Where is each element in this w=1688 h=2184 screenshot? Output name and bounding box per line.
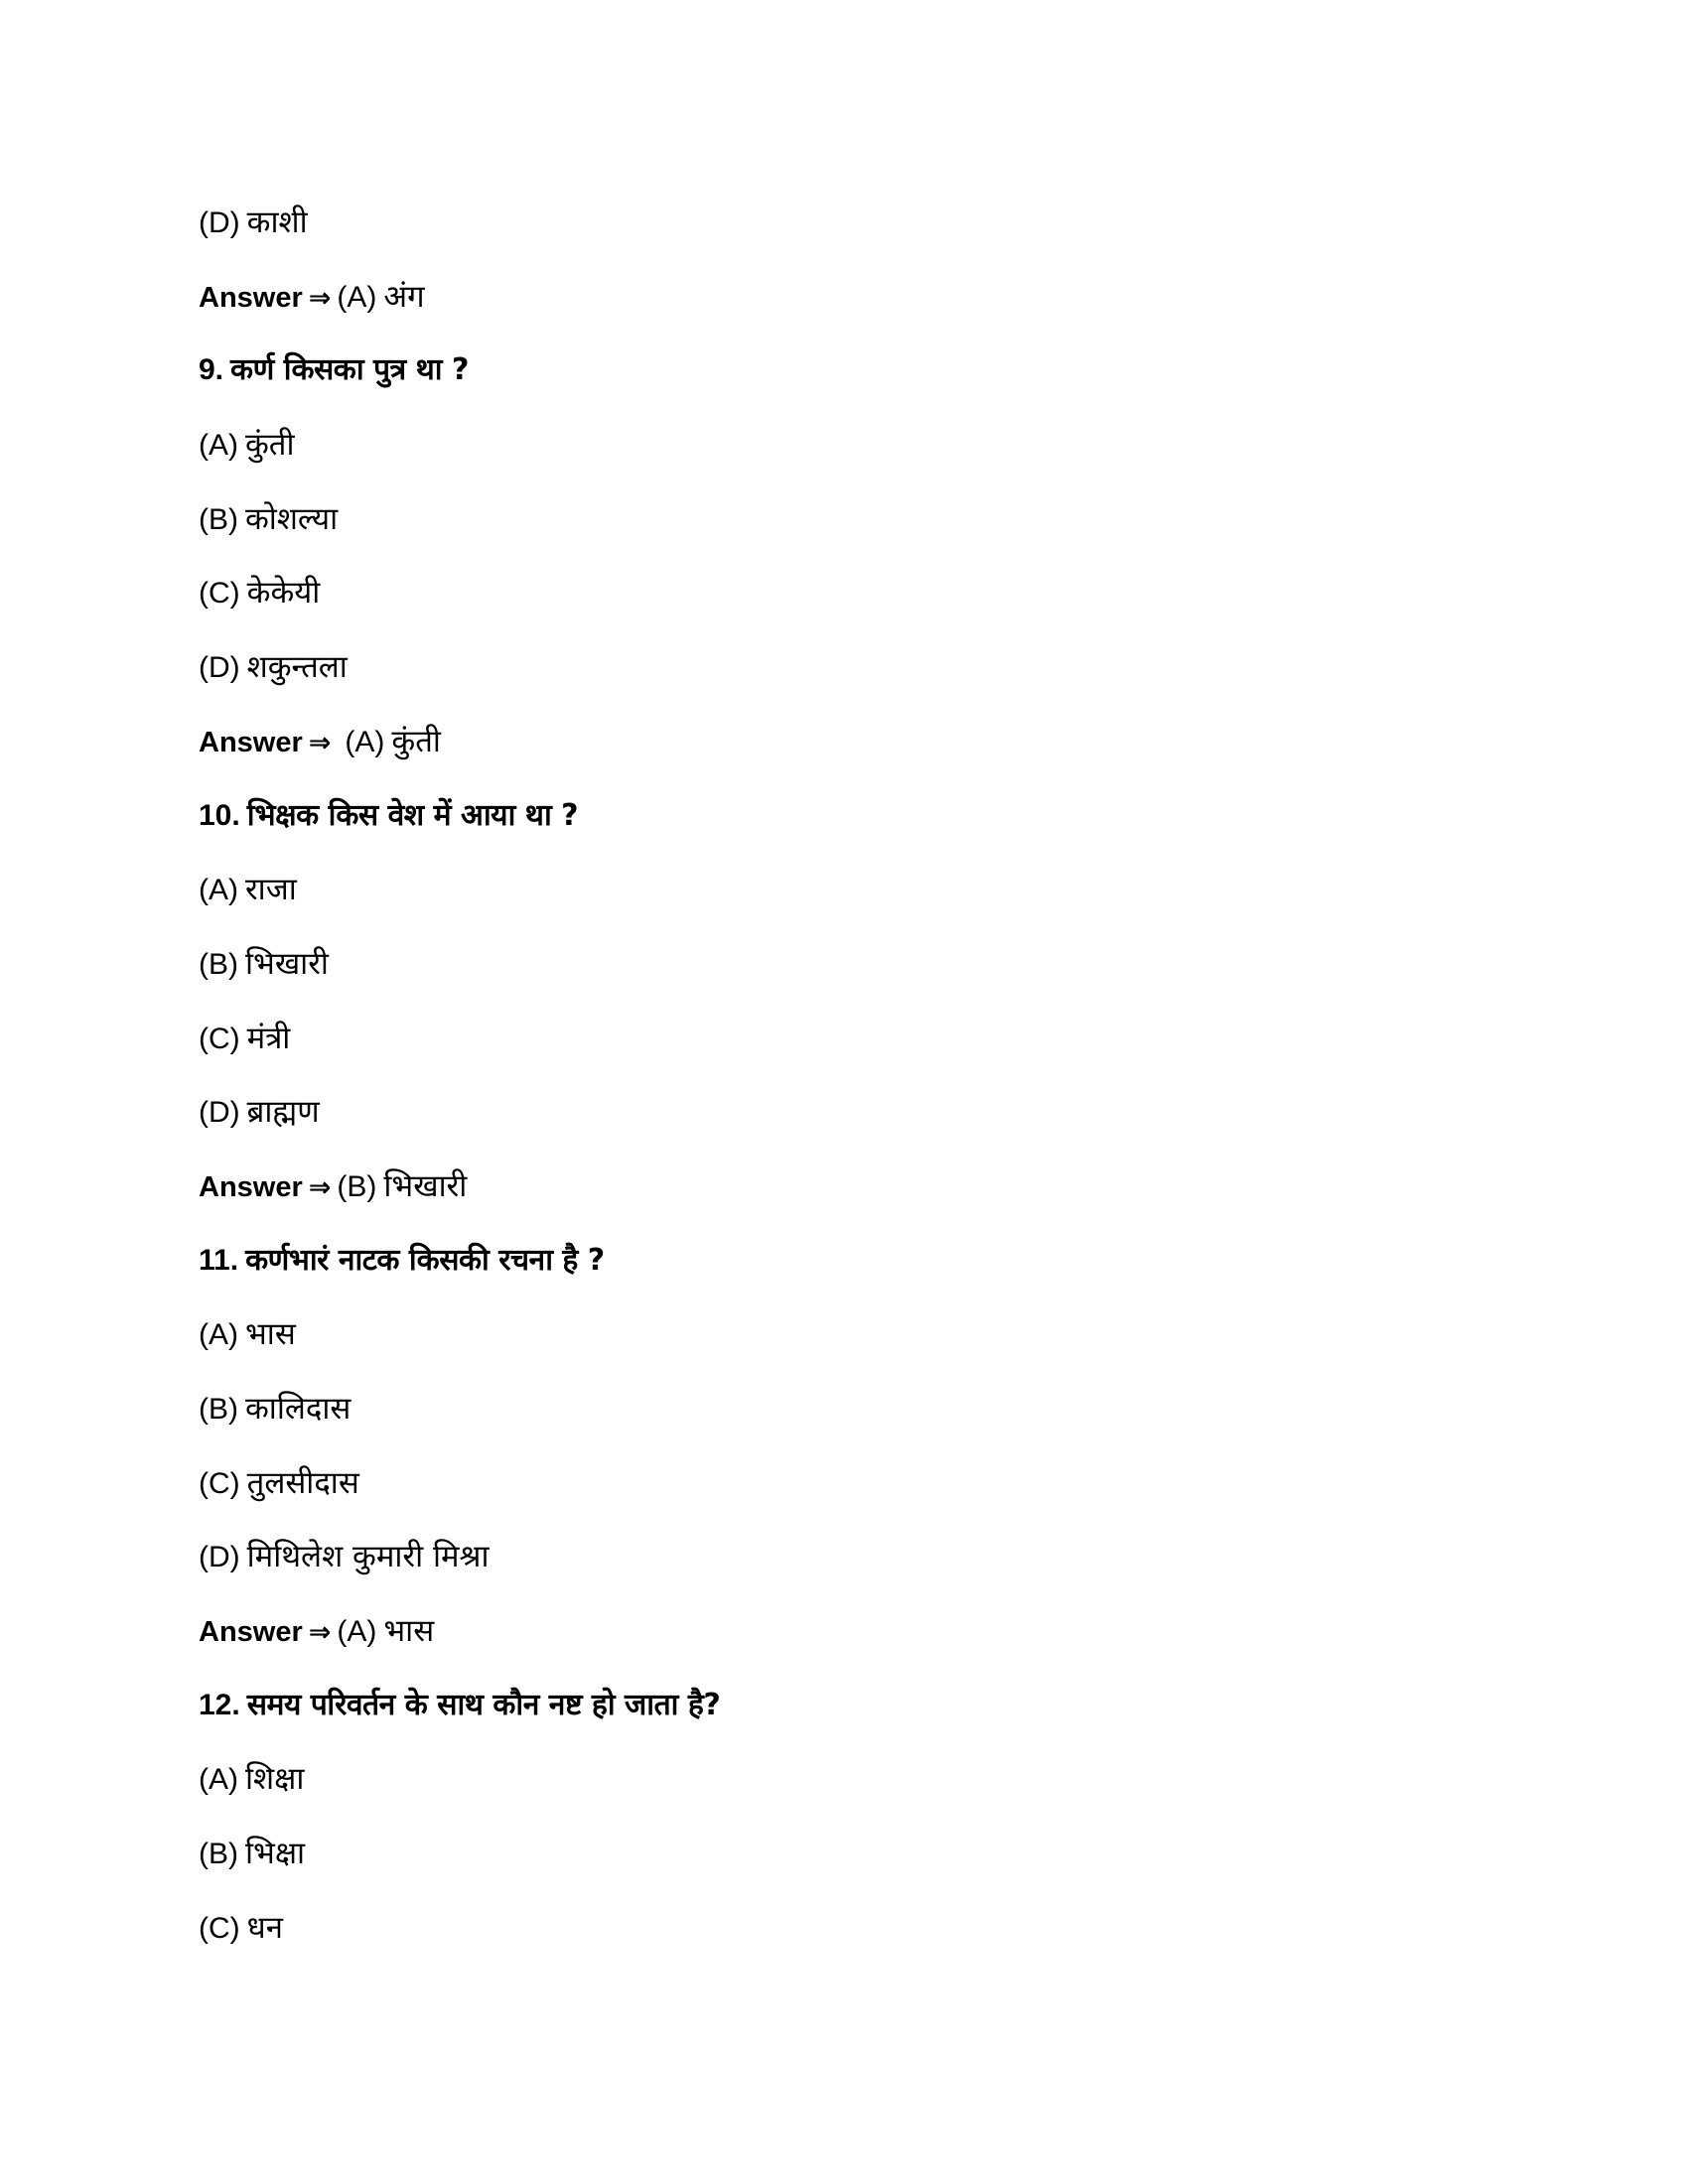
option-label: (D): [199, 206, 240, 239]
option-label: (B): [199, 1838, 238, 1871]
quiz-content: [199, 195, 1489, 1975]
option-line: [199, 1381, 1489, 1455]
answer-label: Answer: [199, 281, 303, 314]
double-arrow-icon: ⇒: [308, 727, 332, 758]
option-label: (B): [199, 947, 238, 981]
option-line: [199, 1826, 1489, 1900]
question-number: 11.: [199, 1243, 239, 1277]
option-text: भिक्षा: [245, 1836, 306, 1872]
option-label: (A): [199, 1763, 238, 1797]
option-text: कोशल्या: [245, 500, 339, 537]
question-number: 10.: [199, 798, 240, 832]
option-text: शिक्षा: [245, 1761, 305, 1798]
answer-option-label: (A): [337, 1615, 377, 1649]
option-text: मंत्री: [246, 1020, 291, 1056]
question-number: 9.: [199, 353, 224, 387]
option-text: कुंती: [245, 427, 295, 464]
question-number: 12.: [199, 1688, 240, 1721]
option-line: [199, 195, 1489, 269]
option-text: केकेयी: [246, 575, 321, 612]
option-text: धन: [246, 1909, 283, 1946]
option-text: कालिदास: [245, 1391, 352, 1427]
option-label: (D): [199, 1541, 240, 1574]
question-line: [199, 342, 1489, 417]
option-line: [199, 862, 1489, 936]
question-line: [199, 788, 1489, 863]
answer-option-text: कुंती: [391, 723, 441, 759]
option-label: (D): [199, 1096, 240, 1130]
option-line: [199, 1900, 1489, 1975]
option-text: भास: [245, 1316, 296, 1353]
answer-option-label: (A): [345, 725, 385, 758]
answer-option-text: भास: [383, 1613, 435, 1650]
option-line: [199, 1011, 1489, 1085]
option-text: शकुन्तला: [246, 649, 348, 686]
option-label: (C): [199, 1466, 240, 1500]
double-arrow-icon: ⇒: [308, 1171, 332, 1203]
option-text: काशी: [246, 205, 308, 240]
option-label: (B): [199, 502, 238, 536]
answer-line: [199, 1159, 1489, 1233]
option-label: (B): [199, 1393, 238, 1426]
option-line: [199, 1455, 1489, 1530]
question-line: [199, 1678, 1489, 1752]
option-line: [199, 1306, 1489, 1381]
option-label: (A): [199, 1318, 238, 1352]
answer-line: [199, 714, 1489, 788]
answer-option-label: (A): [337, 280, 377, 314]
option-line: [199, 639, 1489, 714]
double-arrow-icon: ⇒: [308, 282, 332, 314]
double-arrow-icon: ⇒: [308, 1617, 332, 1649]
question-text: भिक्षक किस वेश में आया था ?: [246, 797, 579, 833]
option-label: (C): [199, 577, 240, 611]
option-text: ब्राह्मण: [246, 1094, 320, 1131]
option-text: मिथिलेश कुमारी मिश्रा: [246, 1539, 490, 1575]
answer-option-text: अंग: [383, 278, 425, 315]
option-line: [199, 936, 1489, 1011]
answer-option-label: (B): [337, 1169, 377, 1203]
option-text: तुलसीदास: [246, 1464, 359, 1501]
question-text: कर्णभारं नाटक किसकी रचना है ?: [245, 1242, 605, 1278]
option-line: [199, 1084, 1489, 1159]
option-line: [199, 1529, 1489, 1603]
question-text: समय परिवर्तन के साथ कौन नष्ट हो जाता है?: [246, 1687, 721, 1722]
answer-label: Answer: [199, 726, 303, 758]
answer-option-text: भिखारी: [383, 1167, 468, 1204]
question-line: [199, 1233, 1489, 1307]
option-line: [199, 491, 1489, 566]
option-line: [199, 1751, 1489, 1826]
answer-line: [199, 1603, 1489, 1678]
option-line: [199, 565, 1489, 639]
question-text: कर्ण किसका पुत्र था ?: [230, 352, 469, 388]
answer-label: Answer: [199, 1616, 303, 1649]
option-label: (A): [199, 874, 238, 907]
option-label: (C): [199, 1022, 240, 1055]
option-label: (D): [199, 651, 240, 685]
option-label: (C): [199, 1911, 240, 1945]
option-label: (A): [199, 429, 238, 463]
answer-label: Answer: [199, 1170, 303, 1203]
option-text: भिखारी: [245, 945, 329, 982]
option-text: राजा: [245, 872, 297, 908]
option-line: [199, 417, 1489, 491]
answer-line: [199, 269, 1489, 343]
